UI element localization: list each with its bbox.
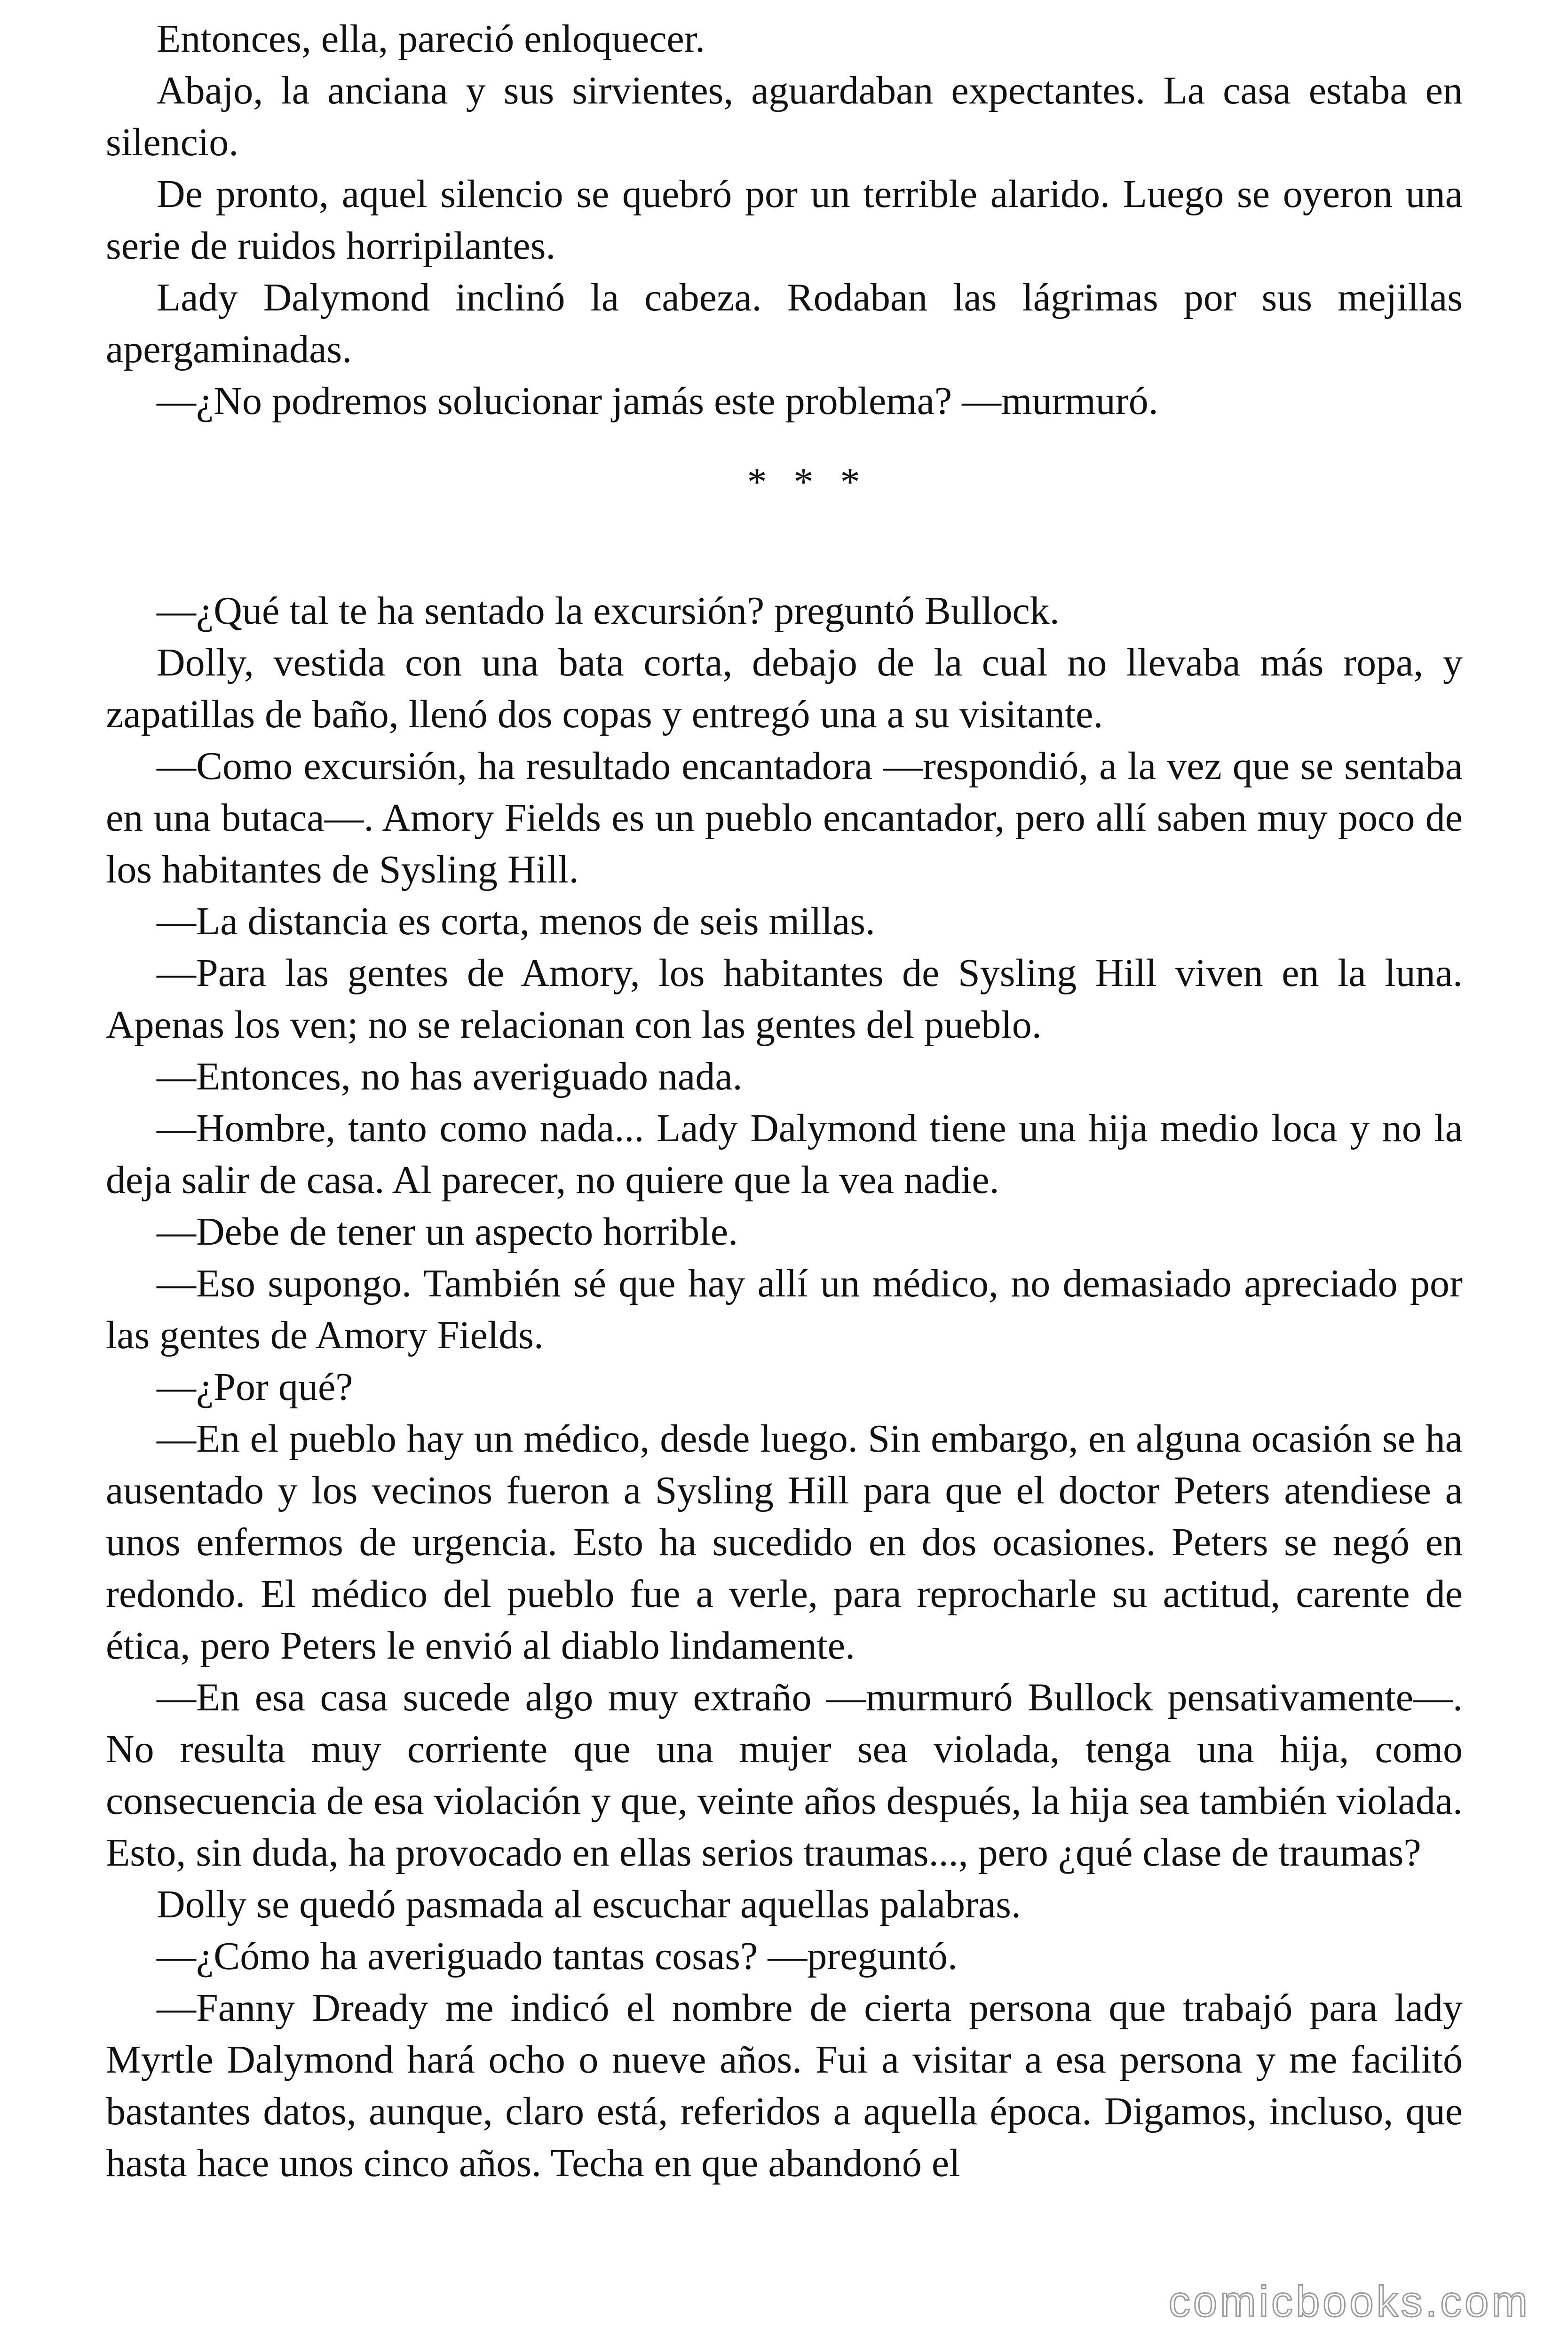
scene-break: * * * [747, 460, 869, 504]
paragraph: Entonces, ella, pareció enloquecer. [157, 17, 705, 61]
text-block-before-break [106, 13, 1463, 427]
paragraph: —¿Cómo ha averiguado tantas cosas? —preguntó. [157, 1934, 958, 1978]
paragraph: Lady Dalymond inclinó la cabeza. Rodaban las lágrimas por sus mejillas apergaminadas. [106, 276, 1463, 371]
paragraph: —En el pueblo hay un médico, desde luego. Sin embargo, en alguna ocasión se ha ausentado y los vecinos fueron a Sysling Hill para que el doctor Peters atendiese a unos enfermos de urgencia. Esto ha sucedido en dos ocasiones. Peters se negó en redondo. El médico del pueblo fue a verle, para reprocharle su actitud, carente de ética, pero Peters le envió al diablo lindamente. [106, 1417, 1463, 1668]
text-block-after-break [106, 585, 1463, 2189]
paragraph: —Eso supongo. También sé que hay allí un médico, no demasiado apreciado por las gentes de Amory Fields. [106, 1262, 1463, 1357]
paragraph: Dolly, vestida con una bata corta, debajo de la cual no llevaba más ropa, y zapatillas de baño, llenó dos copas y entregó una a su visitante. [106, 641, 1463, 736]
paragraph: —¿No podremos solucionar jamás este problema? —murmuró. [157, 379, 1158, 423]
paragraph: —¿Por qué? [157, 1365, 353, 1409]
paragraph: —Para las gentes de Amory, los habitantes de Sysling Hill viven en la luna. Apenas los ven; no se relacionan con las gentes del pueblo. [106, 951, 1463, 1047]
paragraph: —Como excursión, ha resultado encantadora —respondió, a la vez que se sentaba en una butaca—. Amory Fields es un pueblo encantador, pero allí saben muy poco de los habitantes de Sysling Hill. [106, 744, 1463, 891]
paragraph: —Entonces, no has averiguado nada. [157, 1055, 743, 1098]
paragraph: Abajo, la anciana y sus sirvientes, aguardaban expectantes. La casa estaba en silencio. [106, 69, 1463, 164]
paragraph: —¿Qué tal te ha sentado la excursión? preguntó Bullock. [157, 589, 1060, 633]
paragraph: —La distancia es corta, menos de seis millas. [157, 899, 875, 943]
paragraph: —Debe de tener un aspecto horrible. [157, 1210, 738, 1254]
document-page [106, 13, 1463, 2189]
paragraph: —Hombre, tanto como nada... Lady Dalymond tiene una hija medio loca y no la deja salir de casa. Al parecer, no quiere que la vea nadie. [106, 1106, 1463, 1202]
site-watermark: comicbooks.com [1168, 2278, 1530, 2326]
paragraph: Dolly se quedó pasmada al escuchar aquellas palabras. [157, 1883, 1021, 1926]
paragraph: De pronto, aquel silencio se quebró por un terrible alarido. Luego se oyeron una serie de ruidos horripilantes. [106, 172, 1463, 268]
paragraph: —En esa casa sucede algo muy extraño —murmuró Bullock pensativamente—. No resulta muy corriente que una mujer sea violada, tenga una hija, como consecuencia de esa violación y que, veinte años después, la hija sea también violada. Esto, sin duda, ha provocado en ellas serios traumas..., pero ¿qué clase de traumas? [106, 1676, 1463, 1875]
paragraph: —Fanny Dready me indicó el nombre de cierta persona que trabajó para lady Myrtle Dalymond hará ocho o nueve años. Fui a visitar a esa persona y me facilitó bastantes datos, aunque, claro está, referidos a aquella época. Digamos, incluso, que hasta hace unos cinco años. Techa en que abandonó el [106, 1986, 1463, 2185]
